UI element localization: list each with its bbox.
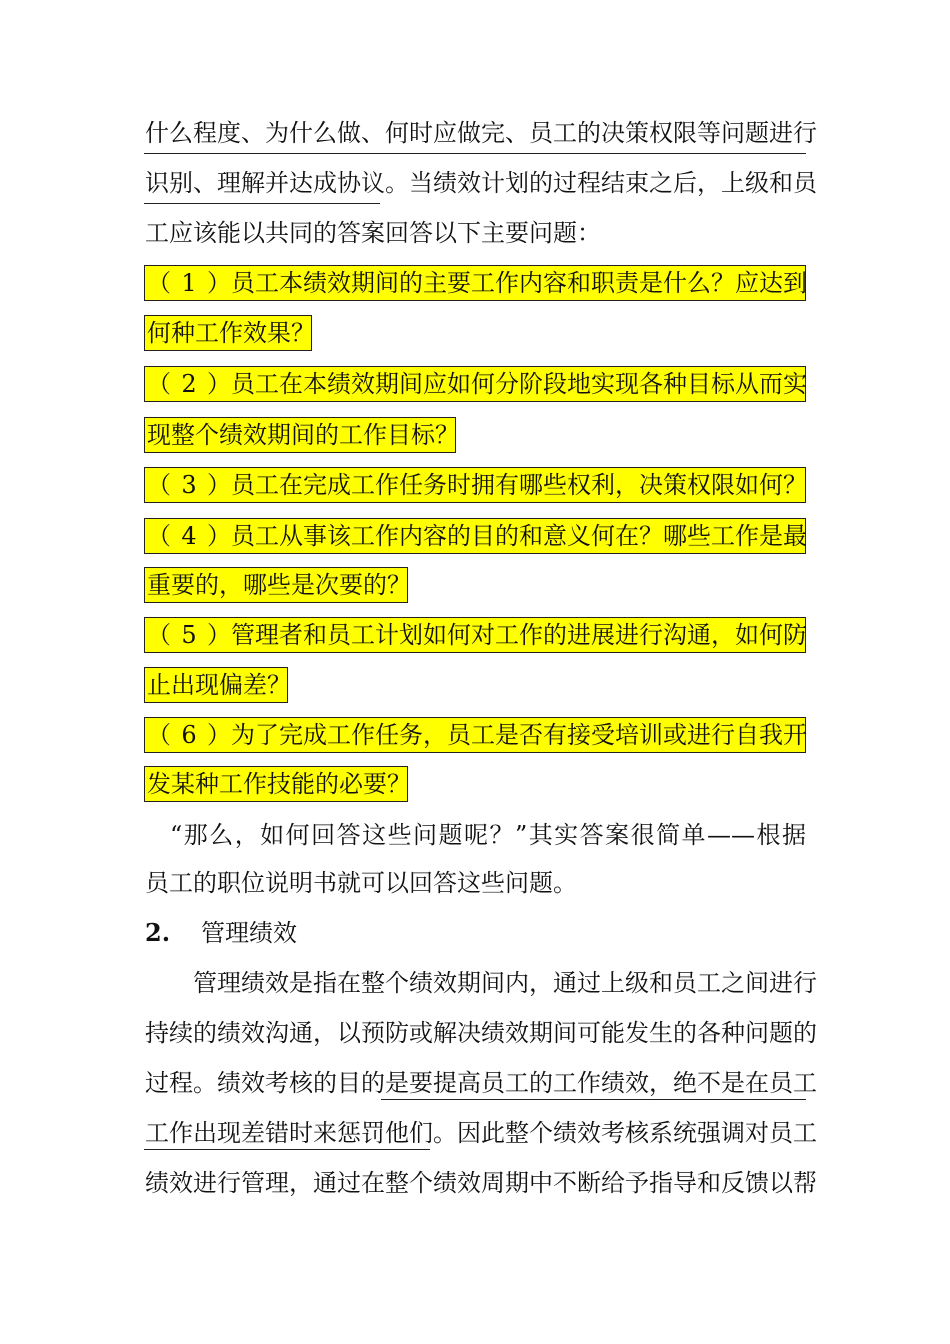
underline [144, 1149, 430, 1150]
section-heading [145, 916, 297, 950]
question-2-line2: 现整个绩效期间的工作目标？ [147, 421, 459, 449]
para1-line3: 工应该能以共同的答案回答以下主要问题： [145, 219, 601, 247]
para1-line1: 什么程度、为什么做、何时应做完、员工的决策权限等问题进行 [145, 119, 817, 147]
question-1-line1: （1）员工本绩效期间的主要工作内容和职责是什么？应达到 [147, 269, 807, 297]
underline [144, 153, 806, 154]
question-1-line2: 何种工作效果？ [147, 319, 315, 347]
question-3-line1: （3）员工在完成工作任务时拥有哪些权利，决策权限如何？ [147, 471, 807, 499]
underline [144, 203, 380, 204]
question-4-line1: （4）员工从事该工作内容的目的和意义何在？哪些工作是最 [147, 522, 807, 550]
para3-line3: 过程。绩效考核的目的是要提高员工的工作绩效，绝不是在员工 [145, 1069, 817, 1097]
question-5-line2: 止出现偏差？ [147, 671, 291, 699]
para3-line4: 工作出现差错时来惩罚他们。因此整个绩效考核系统强调对员工 [145, 1119, 817, 1147]
question-6-line2: 发某种工作技能的必要？ [147, 770, 411, 798]
para2-line1: “那么，如何回答这些问题呢？”其实答案很简单——根据 [170, 821, 806, 849]
para3-line2: 持续的绩效沟通，以预防或解决绩效期间可能发生的各种问题的 [145, 1019, 817, 1047]
question-2-line1: （2）员工在本绩效期间应如何分阶段地实现各种目标从而实 [147, 370, 807, 398]
para3-line1: 管理绩效是指在整个绩效期间内，通过上级和员工之间进行 [193, 969, 817, 997]
para3-line5: 绩效进行管理，通过在整个绩效周期中不断给予指导和反馈以帮 [145, 1169, 817, 1197]
para2-line2: 员工的职位说明书就可以回答这些问题。 [145, 869, 577, 897]
question-4-line2: 重要的，哪些是次要的？ [147, 571, 411, 599]
underline [381, 1099, 806, 1100]
question-6-line1: （6）为了完成工作任务，员工是否有接受培训或进行自我开 [147, 721, 807, 749]
question-5-line1: （5）管理者和员工计划如何对工作的进展进行沟通，如何防 [147, 621, 807, 649]
para1-line2: 识别、理解并达成协议。当绩效计划的过程结束之后，上级和员 [145, 169, 817, 197]
section-title: 管理绩效 [201, 919, 297, 947]
section-number: 2. [145, 918, 171, 947]
